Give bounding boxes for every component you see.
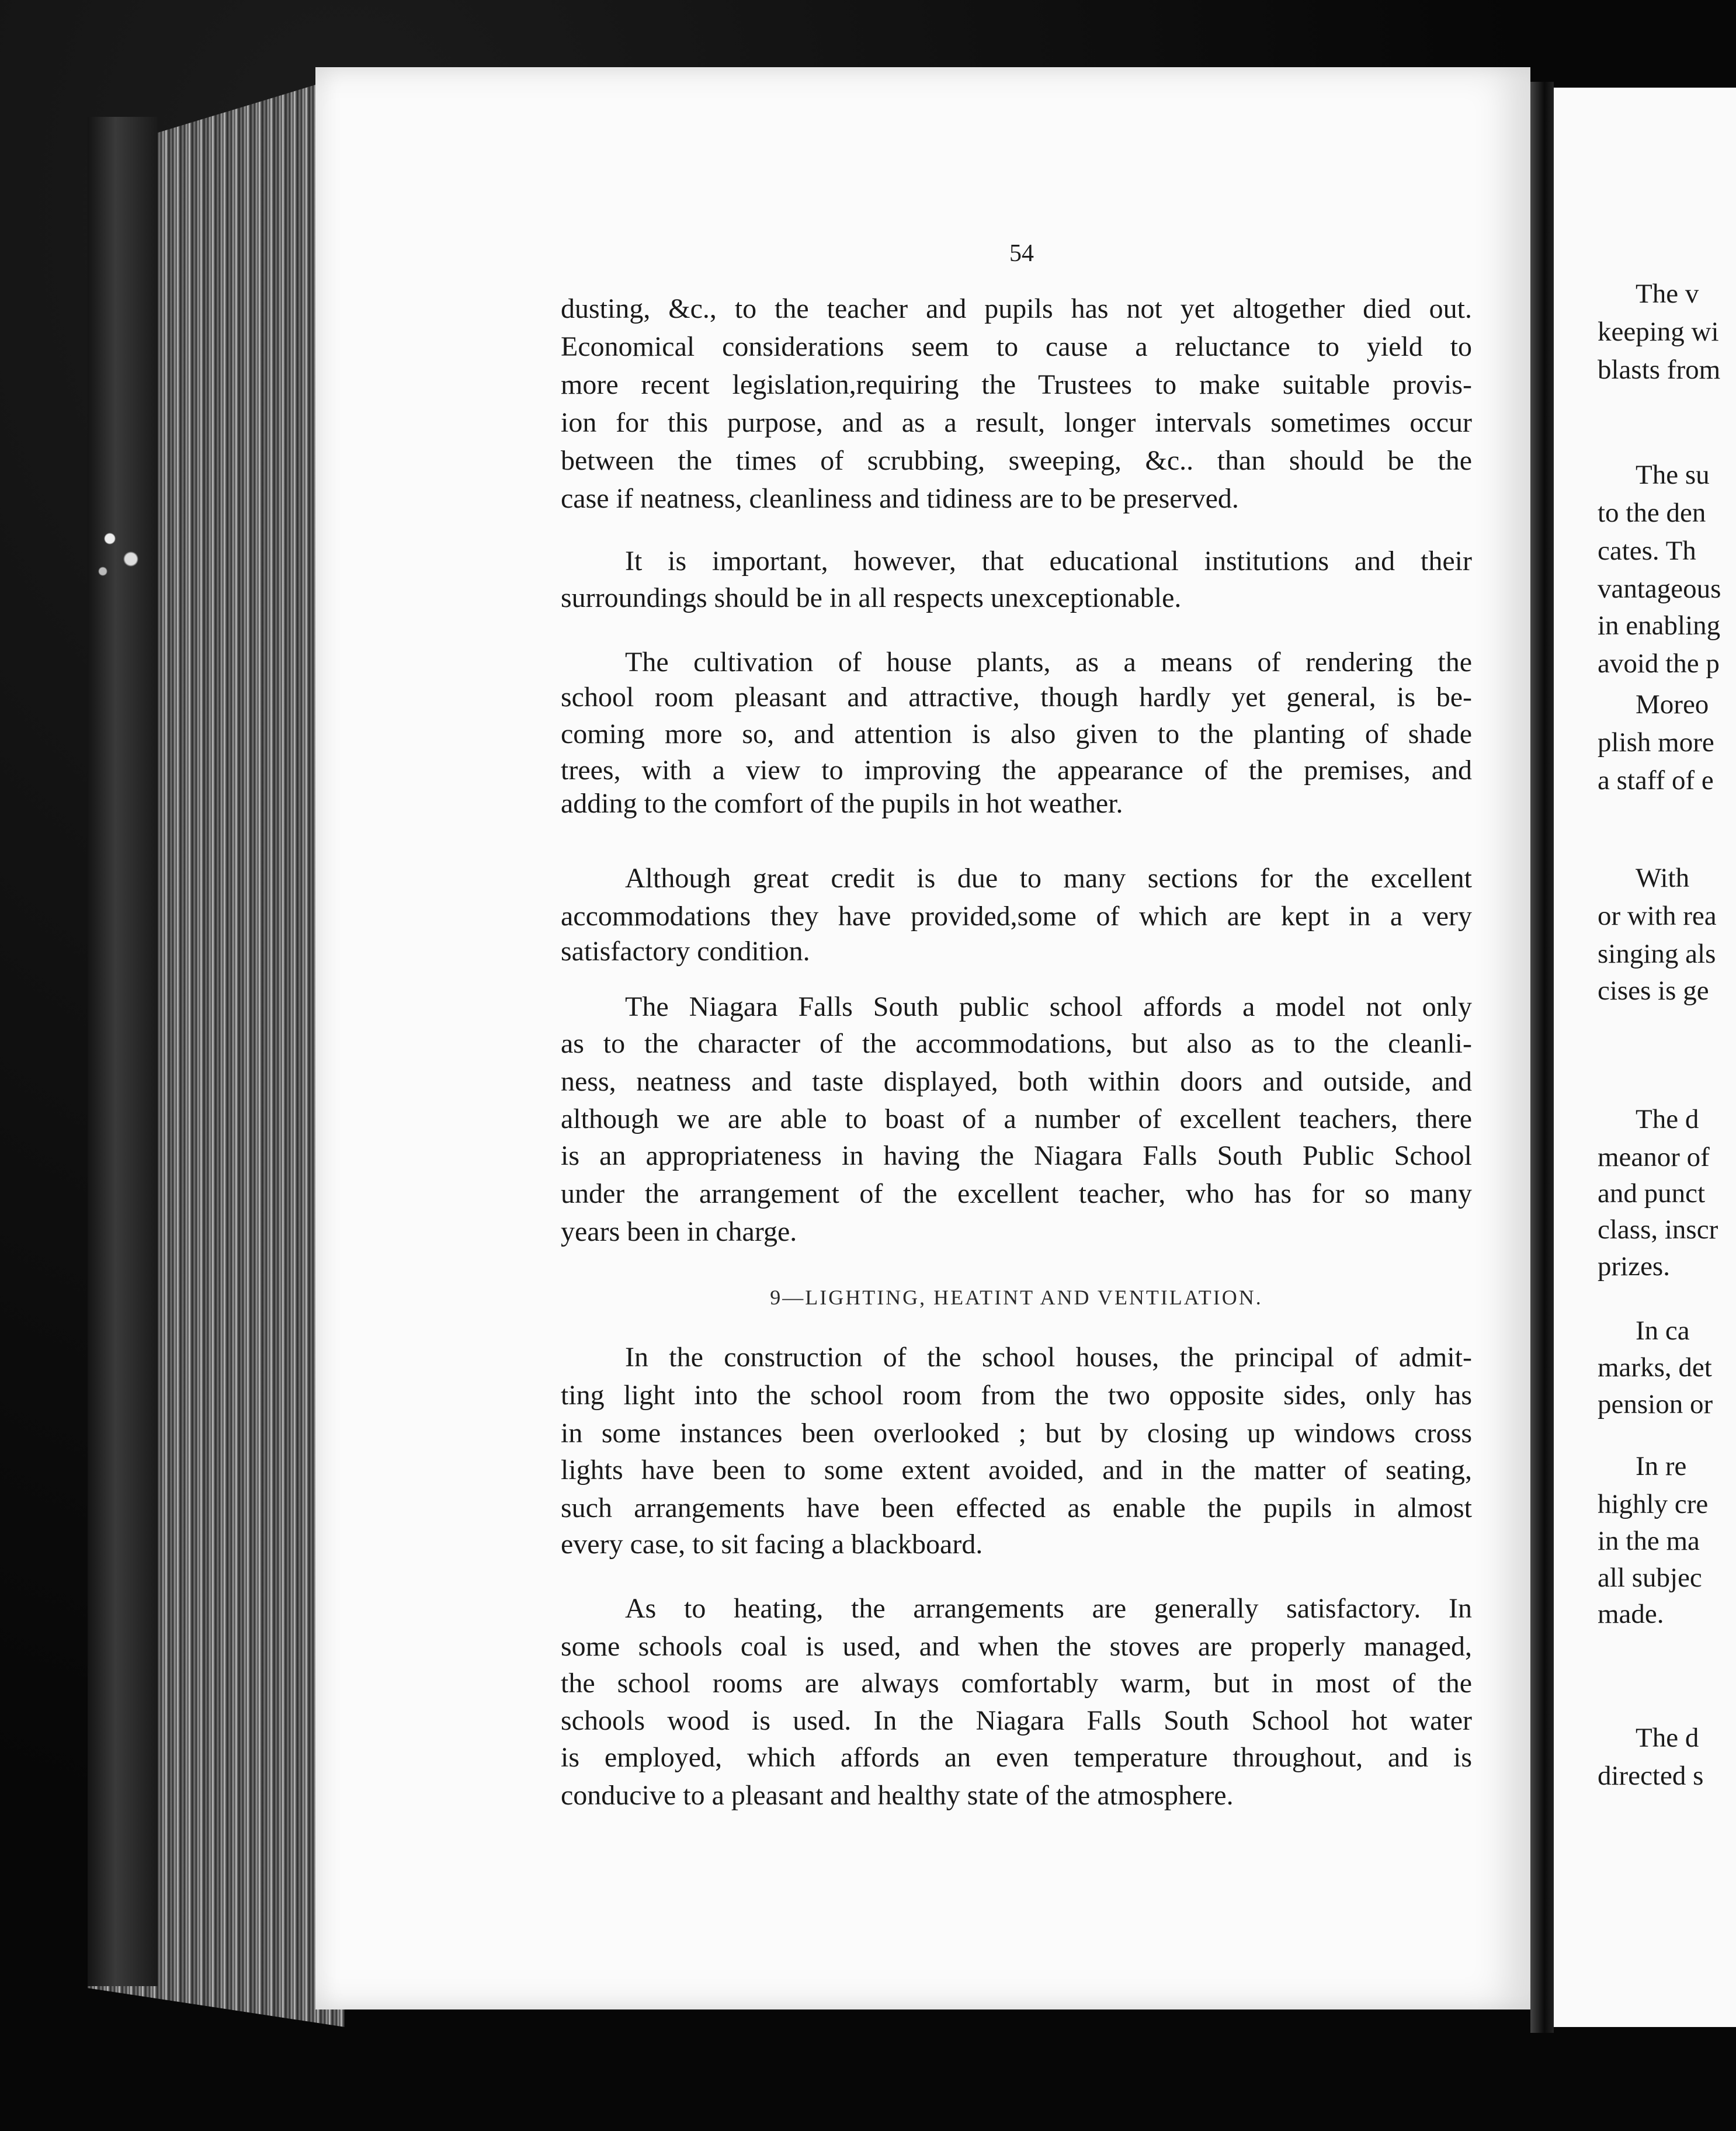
right-page-text-fragment: The d [1636,1104,1699,1134]
paragraph-8-line: is employed, which affords an even temperature throughout, and is [561,1742,1472,1773]
page-number: 54 [1009,240,1034,267]
right-page-text-fragment: blasts from [1598,355,1721,385]
paragraph-5-line: as to the character of the accommodations, but also as to the cleanli- [561,1028,1472,1059]
paragraph-7-line: in some instances been overlooked ; but by closing up windows cross [561,1418,1472,1449]
paragraph-8-line: some schools coal is used, and when the stoves are properly managed, [561,1631,1472,1662]
book-cover-edge [88,117,158,1986]
right-page-text-fragment: in enabling [1598,610,1721,641]
right-page-text-fragment: class, inscr [1598,1214,1718,1245]
scan-dust-specks [82,514,152,596]
right-page-text-fragment: pension or [1598,1389,1713,1419]
right-page-text-fragment: The v [1636,279,1699,309]
paragraph-7-line: such arrangements have been effected as enable the pupils in almost [561,1493,1472,1523]
right-page-text-fragment: cises is ge [1598,976,1709,1006]
right-page-text-fragment: singing als [1598,939,1716,969]
paragraph-8-line: As to heating, the arrangements are generally satisfactory. In [625,1593,1472,1624]
paragraph-8-line: conducive to a pleasant and healthy state of the atmosphere. [561,1780,1234,1811]
paragraph-8-line: schools wood is used. In the Niagara Falls South School hot water [561,1705,1472,1736]
paragraph-3-line: adding to the comfort of the pupils in hot weather. [561,788,1123,819]
paragraph-5-line: is an appropriateness in having the Niagara Falls South Public School [561,1140,1472,1171]
right-page-text-fragment: In ca [1636,1316,1690,1346]
paragraph-3-line: trees, with a view to improving the appearance of the premises, and [561,755,1472,786]
right-page-text-fragment: The d [1636,1723,1699,1753]
right-page [1554,88,1736,2027]
right-page-text-fragment: or with rea [1598,901,1717,931]
right-page-text-fragment: cates. Th [1598,536,1696,566]
right-page-text-fragment: meanor of [1598,1142,1710,1172]
paragraph-4-line: accommodations they have provided,some of which are kept in a very [561,901,1472,932]
right-page-text-fragment: vantageous [1598,574,1721,604]
right-page-text-fragment: With [1636,863,1690,893]
paragraph-1-line: case if neatness, cleanliness and tidiness are to be preserved. [561,483,1239,514]
right-page-text-fragment: In re [1636,1451,1687,1481]
paragraph-3-line: school room pleasant and attractive, though hardly yet general, is be- [561,682,1472,713]
paragraph-2-line: It is important, however, that educational institutions and their [625,546,1472,577]
paragraph-4-line: Although great credit is due to many sections for the excellent [625,863,1472,894]
right-page-text-fragment: plish more [1598,727,1714,758]
right-page-text-fragment: Moreo [1636,689,1709,720]
paragraph-1-line: between the times of scrubbing, sweeping, &c.. than should be the [561,445,1472,476]
right-page-text-fragment: marks, det [1598,1352,1712,1383]
paragraph-5-line: The Niagara Falls South public school affords a model not only [625,991,1472,1022]
paragraph-5-line: although we are able to boast of a number of excellent teachers, there [561,1103,1472,1134]
right-page-text-fragment: prizes. [1598,1251,1670,1282]
right-page-text-fragment: to the den [1598,498,1706,528]
paragraph-3-line: coming more so, and attention is also given to the planting of shade [561,719,1472,749]
paragraph-7-line: lights have been to some extent avoided, and in the matter of seating, [561,1455,1472,1486]
right-page-text-fragment: highly cre [1598,1489,1709,1519]
paragraph-7-line: In the construction of the school houses, the principal of admit- [625,1342,1472,1373]
paragraph-5-line: ness, neatness and taste displayed, both within doors and outside, and [561,1066,1472,1097]
right-page-text-fragment: avoid the p [1598,648,1720,679]
right-page-text-fragment: keeping wi [1598,317,1719,347]
book-gutter [1530,82,1554,2033]
paragraph-1-line: ion for this purpose, and as a result, longer intervals sometimes occur [561,407,1472,438]
paragraph-8-line: the school rooms are always comfortably warm, but in most of the [561,1668,1472,1699]
paragraph-1-line: Economical considerations seem to cause a reluctance to yield to [561,331,1472,362]
paragraph-1-line: more recent legislation,requiring the Trustees to make suitable provis- [561,369,1472,400]
right-page-text-fragment: all subjec [1598,1563,1702,1593]
right-page-text-fragment: directed s [1598,1761,1704,1791]
paragraph-4-line: satisfactory condition. [561,936,810,967]
section-heading: 9—LIGHTING, HEATINT AND VENTILATION. [770,1286,1263,1309]
paragraph-7-line: every case, to sit facing a blackboard. [561,1529,983,1560]
right-page-text-fragment: made. [1598,1599,1664,1629]
paragraph-3-line: The cultivation of house plants, as a means of rendering the [625,647,1472,678]
right-page-text-fragment: a staff of e [1598,765,1714,796]
right-page-text-fragment: and punct [1598,1178,1706,1209]
paragraph-1-line: dusting, &c., to the teacher and pupils has not yet altogether died out. [561,293,1472,324]
paragraph-5-line: under the arrangement of the excellent teacher, who has for so many [561,1178,1472,1209]
right-page-text-fragment: The su [1636,460,1710,490]
right-page-text-fragment: in the ma [1598,1526,1700,1556]
paragraph-2-line: surroundings should be in all respects unexceptionable. [561,582,1182,613]
paragraph-5-line: years been in charge. [561,1216,797,1247]
paragraph-7-line: ting light into the school room from the two opposite sides, only has [561,1380,1472,1411]
